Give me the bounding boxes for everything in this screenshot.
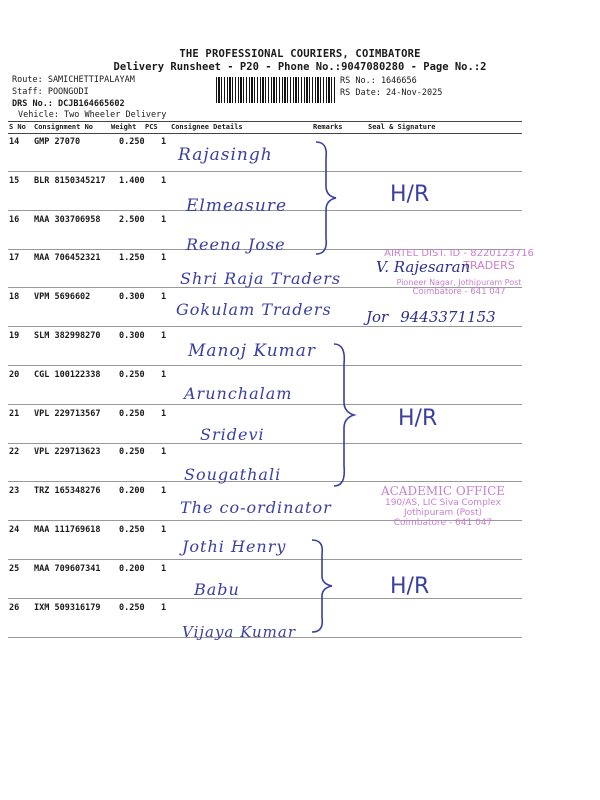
cell-sno: 24 <box>9 525 20 535</box>
cell-pcs: 1 <box>161 137 167 147</box>
cell-consignment: BLR 8150345217 <box>34 175 106 186</box>
cell-pcs: 1 <box>161 175 167 186</box>
cell-consignment: MAA 303706958 <box>34 214 101 225</box>
consignee-signature: Elmeasure <box>186 195 288 216</box>
consignee-signature: Rajasingh <box>178 145 273 165</box>
cell-weight: 0.250 <box>119 408 145 419</box>
consignee-signature: Jothi Henry <box>182 537 287 556</box>
consignee-signature: Babu <box>194 579 240 599</box>
cell-consignment: TRZ 165348276 <box>34 486 101 497</box>
hr-mark-2: H/R <box>398 406 438 431</box>
cell-pcs: 1 <box>161 331 167 341</box>
traders-stamp-line3: Pioneer Nagar, Jothipuram Post <box>396 278 522 287</box>
cell-weight: 0.250 <box>119 602 145 613</box>
brace-group-1 <box>312 138 342 258</box>
staff-label: Staff: POONGODI <box>12 87 89 97</box>
route-label: Route: SAMICHETTIPALAYAM <box>12 75 135 85</box>
cell-weight: 1.250 <box>119 253 145 264</box>
cell-weight: 0.200 <box>119 486 145 497</box>
cell-weight: 0.250 <box>119 525 145 535</box>
rs-number: RS No.: 1646656 <box>340 76 417 86</box>
rs-date: RS Date: 24-Nov-2025 <box>340 88 443 98</box>
col-sno: S No <box>9 123 26 131</box>
cell-weight: 0.250 <box>119 137 145 147</box>
consignee-signature: Vijaya Kumar <box>182 622 297 641</box>
traders-stamp-line4: Coimbatore - 641 047 <box>412 287 506 297</box>
col-remarks: Remarks <box>313 123 343 131</box>
cell-sno: 20 <box>9 369 20 380</box>
company-title: THE PROFESSIONAL COURIERS, COIMBATORE <box>179 48 421 60</box>
academic-stamp-line1: ACADEMIC OFFICE <box>380 484 506 498</box>
cell-sno: 18 <box>9 292 20 303</box>
consignee-signature: Reena Jose <box>186 234 286 254</box>
consignee-signature: Sridevi <box>200 424 265 444</box>
col-consignee: Consignee Details <box>171 123 243 131</box>
table-row <box>8 560 522 599</box>
academic-stamp-line3: Jothipuram (Post) <box>403 508 482 518</box>
consignee-signature: The co-ordinator <box>180 498 332 518</box>
col-weight: Weight <box>111 123 137 131</box>
hr-mark-3: H/R <box>390 574 430 599</box>
vehicle-label: Vehicle: Two Wheeler Delivery <box>18 110 167 120</box>
cell-sno: 19 <box>9 331 20 341</box>
consignee-signature: Gokulam Traders <box>176 300 332 320</box>
col-pcs: PCS <box>145 123 158 131</box>
table-row <box>8 405 522 444</box>
cell-pcs: 1 <box>161 214 167 225</box>
consignee-signature: Arunchalam <box>184 383 293 403</box>
cell-weight: 0.300 <box>119 292 145 303</box>
cell-sno: 22 <box>9 447 20 458</box>
cell-consignment: MAA 111769618 <box>34 525 101 535</box>
cell-pcs: 1 <box>161 602 167 613</box>
cell-weight: 1.400 <box>119 175 145 186</box>
cell-sno: 17 <box>9 253 20 264</box>
cell-consignment: IXM 509316179 <box>34 602 101 613</box>
cell-weight: 0.250 <box>119 447 145 458</box>
cell-pcs: 1 <box>161 563 167 574</box>
academic-stamp-line4: Coimbatore - 641 047 <box>393 518 493 528</box>
cell-sno: 16 <box>9 214 20 225</box>
cell-weight: 2.500 <box>119 214 145 225</box>
cell-pcs: 1 <box>161 408 167 419</box>
cell-consignment: SLM 382998270 <box>34 331 101 341</box>
col-consignment: Consignment No <box>34 123 94 131</box>
cell-consignment: MAA 706452321 <box>34 253 101 264</box>
cell-pcs: 1 <box>161 253 167 264</box>
academic-stamp-line2: 190/AS, LIC Siva Complex <box>384 498 501 508</box>
cell-pcs: 1 <box>161 369 167 380</box>
cell-pcs: 1 <box>161 525 167 535</box>
cell-sno: 21 <box>9 408 20 419</box>
signature-row17: V. Rajesaran <box>376 258 471 276</box>
consignee-signature: Manoj Kumar <box>188 341 317 361</box>
signature-scribble: Jor <box>366 308 389 326</box>
cell-pcs: 1 <box>161 292 167 303</box>
cell-consignment: VPM 5696602 <box>34 292 91 303</box>
traders-stamp-line2: TRADERS <box>463 259 515 272</box>
cell-weight: 0.300 <box>119 331 145 341</box>
brace-group-2 <box>330 340 360 490</box>
runsheet-subtitle: Delivery Runsheet - P20 - Phone No.:9047080280 - Page No.:2 <box>113 61 487 73</box>
phone-note-row18 <box>366 308 496 326</box>
consignee-signature: Shri Raja Traders <box>180 269 342 289</box>
cell-sno: 23 <box>9 486 20 497</box>
cell-sno: 25 <box>9 563 20 574</box>
cell-consignment: VPL 229713623 <box>34 447 101 458</box>
traders-stamp-line1: AIRTEL DIST. ID - 8220123716 <box>384 248 534 259</box>
cell-consignment: MAA 709607341 <box>34 563 101 574</box>
cell-sno: 26 <box>9 602 20 613</box>
cell-weight: 0.250 <box>119 369 145 380</box>
cell-consignment: GMP 27070 <box>34 137 81 147</box>
brace-group-3 <box>308 536 338 636</box>
cell-pcs: 1 <box>161 486 167 497</box>
cell-pcs: 1 <box>161 447 167 458</box>
col-seal: Seal & Signature <box>368 123 436 131</box>
barcode <box>216 77 336 103</box>
cell-consignment: CGL 100122338 <box>34 369 101 380</box>
cell-sno: 14 <box>9 137 20 147</box>
cell-sno: 15 <box>9 175 20 186</box>
cell-weight: 0.200 <box>119 563 145 574</box>
cell-consignment: VPL 229713567 <box>34 408 101 419</box>
phone-number: 9443371153 <box>400 308 496 326</box>
hr-mark-1: H/R <box>390 182 430 207</box>
drs-number: DRS No.: DCJB164665602 <box>12 99 125 109</box>
consignee-signature: Sougathali <box>184 465 282 485</box>
academic-stamp <box>368 484 518 528</box>
